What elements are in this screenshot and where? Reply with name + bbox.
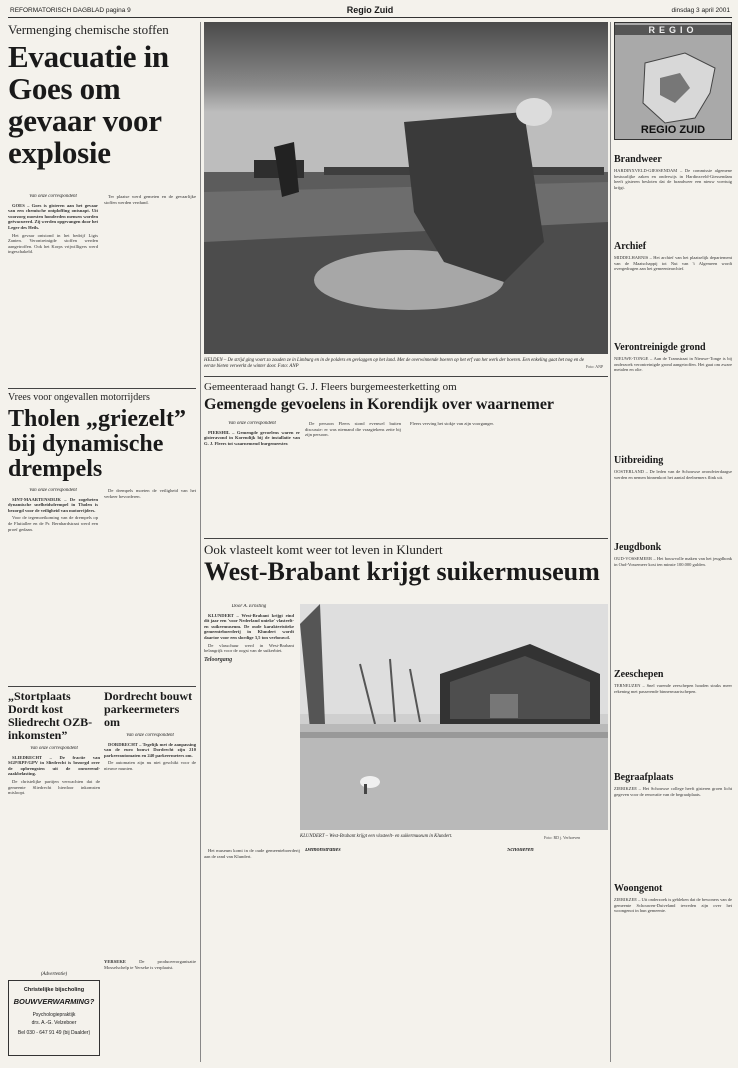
article-suikermuseum-col2 [305, 848, 401, 1054]
column-divider [200, 22, 201, 1062]
sidebar-item-title: Archief [614, 241, 647, 252]
article-dordrecht-col [104, 733, 196, 953]
article-tholen [8, 392, 196, 682]
sidebar-item-woongenot [614, 883, 732, 1057]
masthead [8, 4, 732, 18]
article-korendijk-body-2: Fleers verving het stokje van zijn voorganger. [410, 421, 494, 426]
ad-address: drs. A.-G. Velzeboer [31, 1020, 77, 1026]
divider-tholen [8, 388, 196, 389]
article-tholen-headline: Tholen „griezelt” bij dynamische drempels [8, 406, 186, 482]
article-tholen-col2 [104, 488, 196, 656]
photo-museum-caption [300, 834, 540, 840]
article-suikermuseum-body-2: Het museum komt in de oude gemeenteboerderij aan de rand van Klundert. [204, 848, 300, 859]
article-dordrecht-lead: DORDRECHT – Tegelijk met de aanpassing van de euro bouwt Dordrecht zijn 210 parkeerautomaten en 240 parkeermeters om. [104, 741, 196, 758]
divider-suikermuseum [204, 538, 608, 539]
article-dordrecht-headline: Dordrecht bouwt parkeermeters om [104, 689, 193, 729]
article-korendijk-col2 [305, 421, 401, 531]
article-korendijk-kicker: Gemeenteraad hangt G. J. Fleers burgemeesterketting om [204, 381, 457, 393]
masthead-left: REFORMATORISCH DAGBLAD pagina 9 [10, 7, 131, 14]
article-korendijk [204, 380, 608, 532]
article-tholen-lead: SINT-MAARTENSDIJK – De zogeheten dynamische snelheidsdrempel in Tholen is bezorgd voor de veiligheid van motorrijders. [8, 496, 98, 513]
article-suikermuseum-byline: Door A. Ernsting [231, 604, 267, 609]
sidebar-item-title: Uitbreiding [614, 455, 664, 466]
sidebar-item-jeugdbonk [614, 542, 732, 666]
article-dordrecht-byline: Van onze correspondent [126, 733, 174, 738]
article-tholen-byline: Van onze correspondent [29, 488, 77, 493]
article-dordrecht-notice [104, 959, 196, 1068]
article-suikermuseum-kicker: Ook vlasteelt komt weer tot leven in Klundert [204, 542, 443, 557]
article-tholen-col1 [8, 488, 98, 656]
article-stortplaats-lead: SLIEDRECHT – De fractie van SGP/RPF/GPV in Sliedrecht is bezorgd over de opbrengsten uit de onroerend-zaakbelasting. [8, 754, 100, 777]
ad-name: BOUWVERWARMING? [13, 997, 95, 1006]
sidebar-item-text: MIDDELHARNIS – Het archief van het plaatselijk departement van de Maatschappij tot Nut van 't Algemeen wordt overgedragen aan het gemeentearchief. [614, 255, 732, 271]
article-dordrecht-notice-title: YERSEKE [104, 959, 126, 964]
article-suikermuseum-body-1: De vlasschuur werd in West-Brabant belangrijk voor de oogst van de suikerbiet. [204, 642, 294, 654]
article-dordrecht [104, 690, 196, 1062]
sidebar-item-title: Verontreinigde grond [614, 342, 706, 353]
sidebar-item-text: ZIERIKZEE – Uit onderzoek is gebleken dat de bewoners van de gemeente Schouwen-Duiveland tevreden zijn over het woongenot in hun gemeente. [614, 897, 732, 913]
sidebar-item-title: Woongenot [614, 883, 663, 894]
article-goes-headline: Evacuatie in Goes om gevaar voor explosie [8, 39, 169, 170]
photo-farmer [204, 22, 608, 354]
article-tholen-body-1: Voor de tegemoetkoming van de drempels op de Fluitallee en de Pr. Bernhardstraat werd een proef gedaan. [8, 515, 98, 532]
sidebar-item-title: Begraafplaats [614, 772, 674, 783]
article-korendijk-col3 [406, 421, 502, 531]
article-goes [8, 22, 196, 382]
article-stortplaats-byline: Van onze correspondent [30, 746, 78, 751]
ad-label: (Advertentie) [40, 972, 68, 977]
photo-farmer-caption-text: HELDEN – De strijd ging voort zo zouden ze in Limburg en in de polders en gevlaggen op het land. Met de overwinnende boeren op het erf van het werk der boeren. Een enkeling gaat het nog en de eerste bieten verwerkt de winter door. Foto: ANP [204, 358, 584, 369]
article-tholen-body-2: De drempels moeten de veiligheid van het verkeer bevorderen. [104, 488, 196, 499]
sidebar-item-verontreinigde-grond [614, 342, 732, 452]
article-korendijk-col1 [204, 421, 300, 531]
article-korendijk-lead: PIERSHIL – Gemengde gevoelens waren er gisteravond in Korendijk bij de installatie van G. J. Fleers tot waarnemend burgemeester. [204, 429, 300, 446]
photo-museum-caption-text: KLUNDERT – West-Brabant krijgt een vlasteelt- en suikermuseum in Klundert. [300, 834, 453, 839]
article-dordrecht-body-1: De automaten zijn nu niet geschikt voor de nieuwe munten. [104, 760, 196, 771]
sidebar-item-text: OUD-VOSSEMEER – Het bouwvolle maken van het jeugdhonk in Oud-Vossemeer kost ten minste 100.000 gulden. [614, 556, 732, 567]
article-suikermuseum-col4 [507, 848, 603, 1054]
advertisement[interactable] [8, 980, 100, 1056]
article-tholen-kicker: Vrees voor ongevallen motorrijders [8, 392, 150, 403]
divider-stortplaats [8, 686, 196, 687]
sidebar-item-title: Brandweer [614, 154, 662, 165]
article-suikermuseum-col3 [406, 848, 502, 1054]
article-korendijk-headline: Gemengde gevoelens in Korendijk over waarnemer [204, 396, 555, 413]
article-goes-body-1: Het gevaar ontstond in het bedrijf Ligts Zanten. Verontreinigde stoffen werden aangetroffen. Ook het Korps vrijwilligers werd ingeschakeld. [8, 232, 98, 255]
sidebar-item-uitbreiding [614, 455, 732, 539]
article-suikermuseum-subhead3: Scholieren [507, 848, 534, 853]
sidebar-item-archief [614, 241, 732, 339]
article-goes-col1 [8, 194, 98, 380]
article-suikermuseum-headline: West-Brabant krijgt suikermuseum [204, 557, 600, 586]
sidebar-item-text: OOSTERLAND – De leden van de Schouwse avondvierdaagse werden en nemen binnenkort het aantal deelnemers flink uit. [614, 469, 732, 480]
article-goes-lead: GOES – Goes is gisteren aan het gevaar van een chemische ontploffing ontsnapt. Uit voorzorg moesten honderden mensen worden geëvacueerd. Zij werden opgevangen door het Leger des Heils. [8, 202, 98, 230]
article-korendijk-byline: Van onze correspondent [228, 421, 276, 426]
sidebar-item-text: ZIERIKZEE – Het Schouwse college heeft gisteren groen licht gegeven voor de renovatie van de begraafplaats. [614, 786, 732, 797]
ad-sub: Psychologiepraktijk [32, 1012, 76, 1018]
article-stortplaats-body-1: De christelijke partijen verwachten dat de gemeente Sliedrecht hierdoor inkomsten misloopt. [8, 778, 100, 796]
article-suikermuseum-col1 [204, 848, 300, 1054]
regio-logo: REGIO REGIO ZUID [614, 22, 732, 140]
article-korendijk-body-1: De persoon Fleers stond evenwel buiten discussie: er was niemand die vraagtekens zette bij zijn persoon. [305, 421, 401, 438]
sidebar-item-brandweer [614, 154, 732, 238]
article-suikermuseum-lead: KLUNDERT – West-Brabant krijgt eind dit jaar een 'voor Nederland unieke' vlasteelt- en suikermuseum. De oude karakteristieke gemeenteboerderij in Klundert wordt daartoe voor een slordige 3,5 ton verbouwd. [204, 612, 294, 640]
farmer-photo-image [204, 22, 608, 354]
article-stortplaats-col [8, 746, 100, 968]
article-korendijk-col4 [507, 421, 603, 531]
sidebar-item-text: TERNEUZEN – Snel varende zeeschepen houden straks meer rekening met passerende binnenvaartschepen. [614, 683, 732, 694]
article-goes-kicker: Vermenging chemische stoffen [8, 22, 169, 37]
article-dordrecht-notice-text: De produceerorganisatie Mosselschelp te Yerseke is verplaatst. [104, 959, 196, 970]
photo-museum-credit: Foto: RD j. Verhoeven [544, 835, 581, 840]
sidebar [614, 22, 732, 1062]
sidebar-divider [610, 22, 611, 1062]
newspaper-page [8, 4, 732, 1062]
sidebar-item-text: NIEUWE-TONGE – Aan de Tramstraat in Nieuwe-Tonge is bij onderzoek verontreinigde grond aangetroffen. Het gaat om zware metalen en olie. [614, 356, 732, 372]
museum-photo-image [300, 604, 608, 830]
sidebar-item-title: Jeugdbonk [614, 542, 662, 553]
sidebar-item-text: HARDINXVELD-GIESSENDAM – De commissie algemene bestuurlijke zaken en onderwijs in Hardinxveld-Giessendam heeft gisteren besloten dat de brandweer een nieuw voertuig krijgt. [614, 168, 732, 190]
photo-museum [300, 604, 608, 830]
sidebar-item-title: Zeeschepen [614, 669, 664, 680]
section-title: Regio Zuid [346, 5, 394, 15]
article-suikermuseum-subhead: Teloorgang [204, 656, 233, 663]
article-goes-body-2: Ter plaatse werd gemeten en de gevaarlijke stoffen werden verdund. [104, 194, 196, 205]
divider-korendijk [204, 376, 608, 377]
regio-logo-text: REGIO ZUID [640, 124, 706, 136]
article-suikermuseum-subhead2: Demonstraties [305, 848, 341, 853]
ad-title: Christelijke bijscholing [23, 987, 85, 993]
article-goes-byline: Van onze correspondent [29, 194, 77, 199]
photo-farmer-credit: Foto: ANP [586, 364, 604, 369]
article-suikermuseum [204, 542, 608, 1062]
article-stortplaats [8, 690, 100, 980]
sidebar-item-begraafplaats [614, 772, 732, 880]
article-stortplaats-headline: „Stortplaats Dordt kost Sliedrecht OZB-inkomsten” [8, 689, 93, 742]
article-goes-col2 [104, 194, 196, 380]
map-icon [615, 23, 732, 140]
masthead-date: dinsdag 3 april 2001 [671, 7, 730, 14]
photo-farmer-caption [204, 358, 584, 370]
ad-phone: Bel 030 - 647 91 49 (bij Daalder) [17, 1030, 91, 1036]
sidebar-item-zeeschepen [614, 669, 732, 769]
article-suikermuseum-col-left [204, 604, 294, 874]
